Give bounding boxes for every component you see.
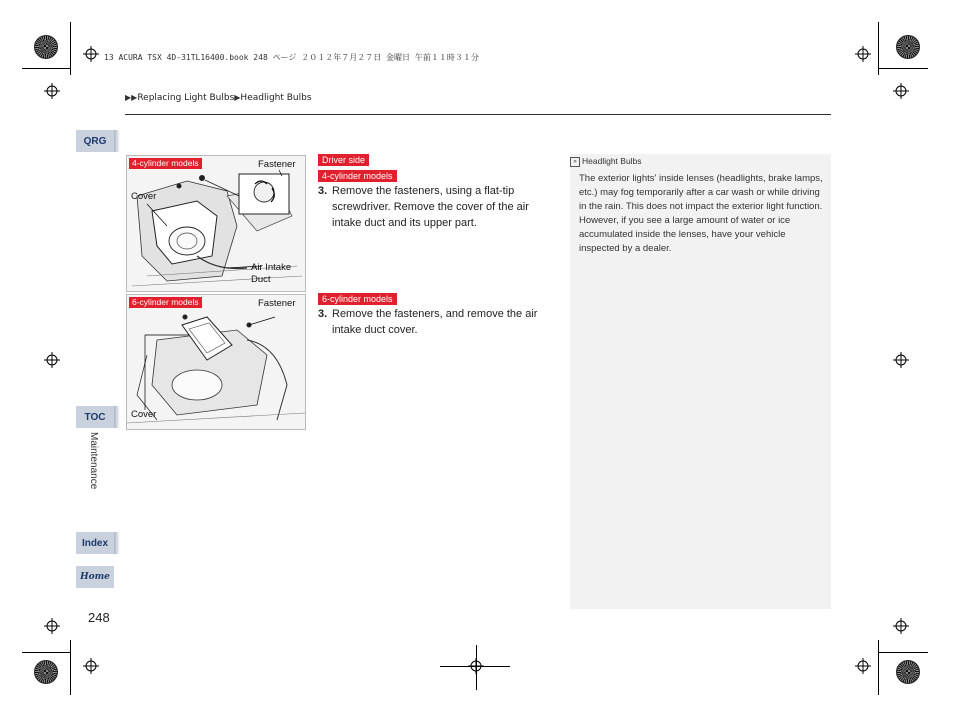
callout-cover: Cover — [131, 191, 157, 202]
index-tab[interactable] — [76, 532, 114, 554]
callout-air-intake: Air Intake — [251, 262, 292, 273]
header-divider — [125, 114, 831, 115]
page-number: 248 — [88, 610, 110, 625]
print-header: 13 ACURA TSX 4D-31TL16400.book 248 ページ ２０１２年７月２７日 金曜日 午前１１時３１分 — [104, 53, 479, 62]
home-tab[interactable] — [76, 566, 114, 588]
qrg-tab[interactable] — [76, 130, 114, 152]
toc-tab-label: TOC — [84, 411, 106, 423]
step-text: Remove the fasteners, and remove the air intake duct cover. — [332, 308, 538, 336]
breadcrumb — [125, 93, 312, 103]
qrg-tab-label: QRG — [83, 135, 107, 147]
step-6-cylinder — [318, 306, 553, 338]
step-4-cylinder — [318, 183, 553, 231]
section-label: Maintenance — [88, 432, 99, 490]
callout-fastener: Fastener — [258, 159, 296, 170]
figure-model-label: 6-cylinder models — [129, 297, 202, 308]
double-arrow-icon: ▶▶ — [125, 93, 138, 102]
6-cylinder-tag: 6-cylinder models — [318, 293, 397, 305]
callout-duct: Duct — [251, 274, 271, 285]
note-title — [570, 156, 642, 167]
home-tab-label: Home — [80, 572, 110, 582]
4-cylinder-tag: 4-cylinder models — [318, 170, 397, 182]
arrow-icon: ▶ — [234, 93, 241, 102]
callout-cover: Cover — [131, 409, 157, 420]
step-number: 3. — [318, 185, 328, 197]
breadcrumb-item-headlight-bulbs[interactable]: Headlight Bulbs — [240, 93, 312, 103]
step-number: 3. — [318, 308, 328, 320]
index-tab-label: Index — [81, 537, 109, 549]
registration-mark-icon — [44, 352, 60, 368]
breadcrumb-item-replacing-light-bulbs[interactable]: Replacing Light Bulbs — [137, 93, 235, 103]
registration-mark-icon — [855, 46, 871, 62]
figure-model-label: 4-cylinder models — [129, 158, 202, 169]
toc-tab[interactable] — [76, 406, 114, 428]
note-icon: » — [570, 157, 580, 167]
registration-mark-icon — [893, 83, 909, 99]
step-text: Remove the fasteners, using a flat-tip screwdriver. Remove the cover of the air intake duct and its upper part. — [332, 185, 529, 229]
note-paragraph: However, if you see a large amount of water or ice accumulated inside the lenses, have your vehicle inspected by a dealer. — [579, 215, 791, 254]
registration-mark-icon — [893, 352, 909, 368]
registration-mark-icon — [44, 618, 60, 634]
note-body — [579, 172, 824, 256]
figure-4-cylinder — [126, 155, 306, 292]
color-rosette-icon — [896, 35, 920, 59]
note-title-text[interactable]: Headlight Bulbs — [582, 156, 642, 166]
registration-mark-icon — [893, 618, 909, 634]
color-rosette-icon — [896, 660, 920, 684]
figure-6-cylinder — [126, 294, 306, 430]
callout-fastener: Fastener — [258, 298, 296, 309]
registration-mark-icon — [83, 46, 99, 62]
color-rosette-icon — [34, 660, 58, 684]
registration-mark-icon — [44, 83, 60, 99]
registration-mark-icon — [855, 658, 871, 674]
color-rosette-icon — [34, 35, 58, 59]
driver-side-tag: Driver side — [318, 154, 369, 166]
note-paragraph: The exterior lights' inside lenses (headlights, brake lamps, etc.) may fog temporarily after a car wash or while driving in the rain. This does not impact the exterior light function. — [579, 173, 823, 212]
registration-mark-icon — [83, 658, 99, 674]
